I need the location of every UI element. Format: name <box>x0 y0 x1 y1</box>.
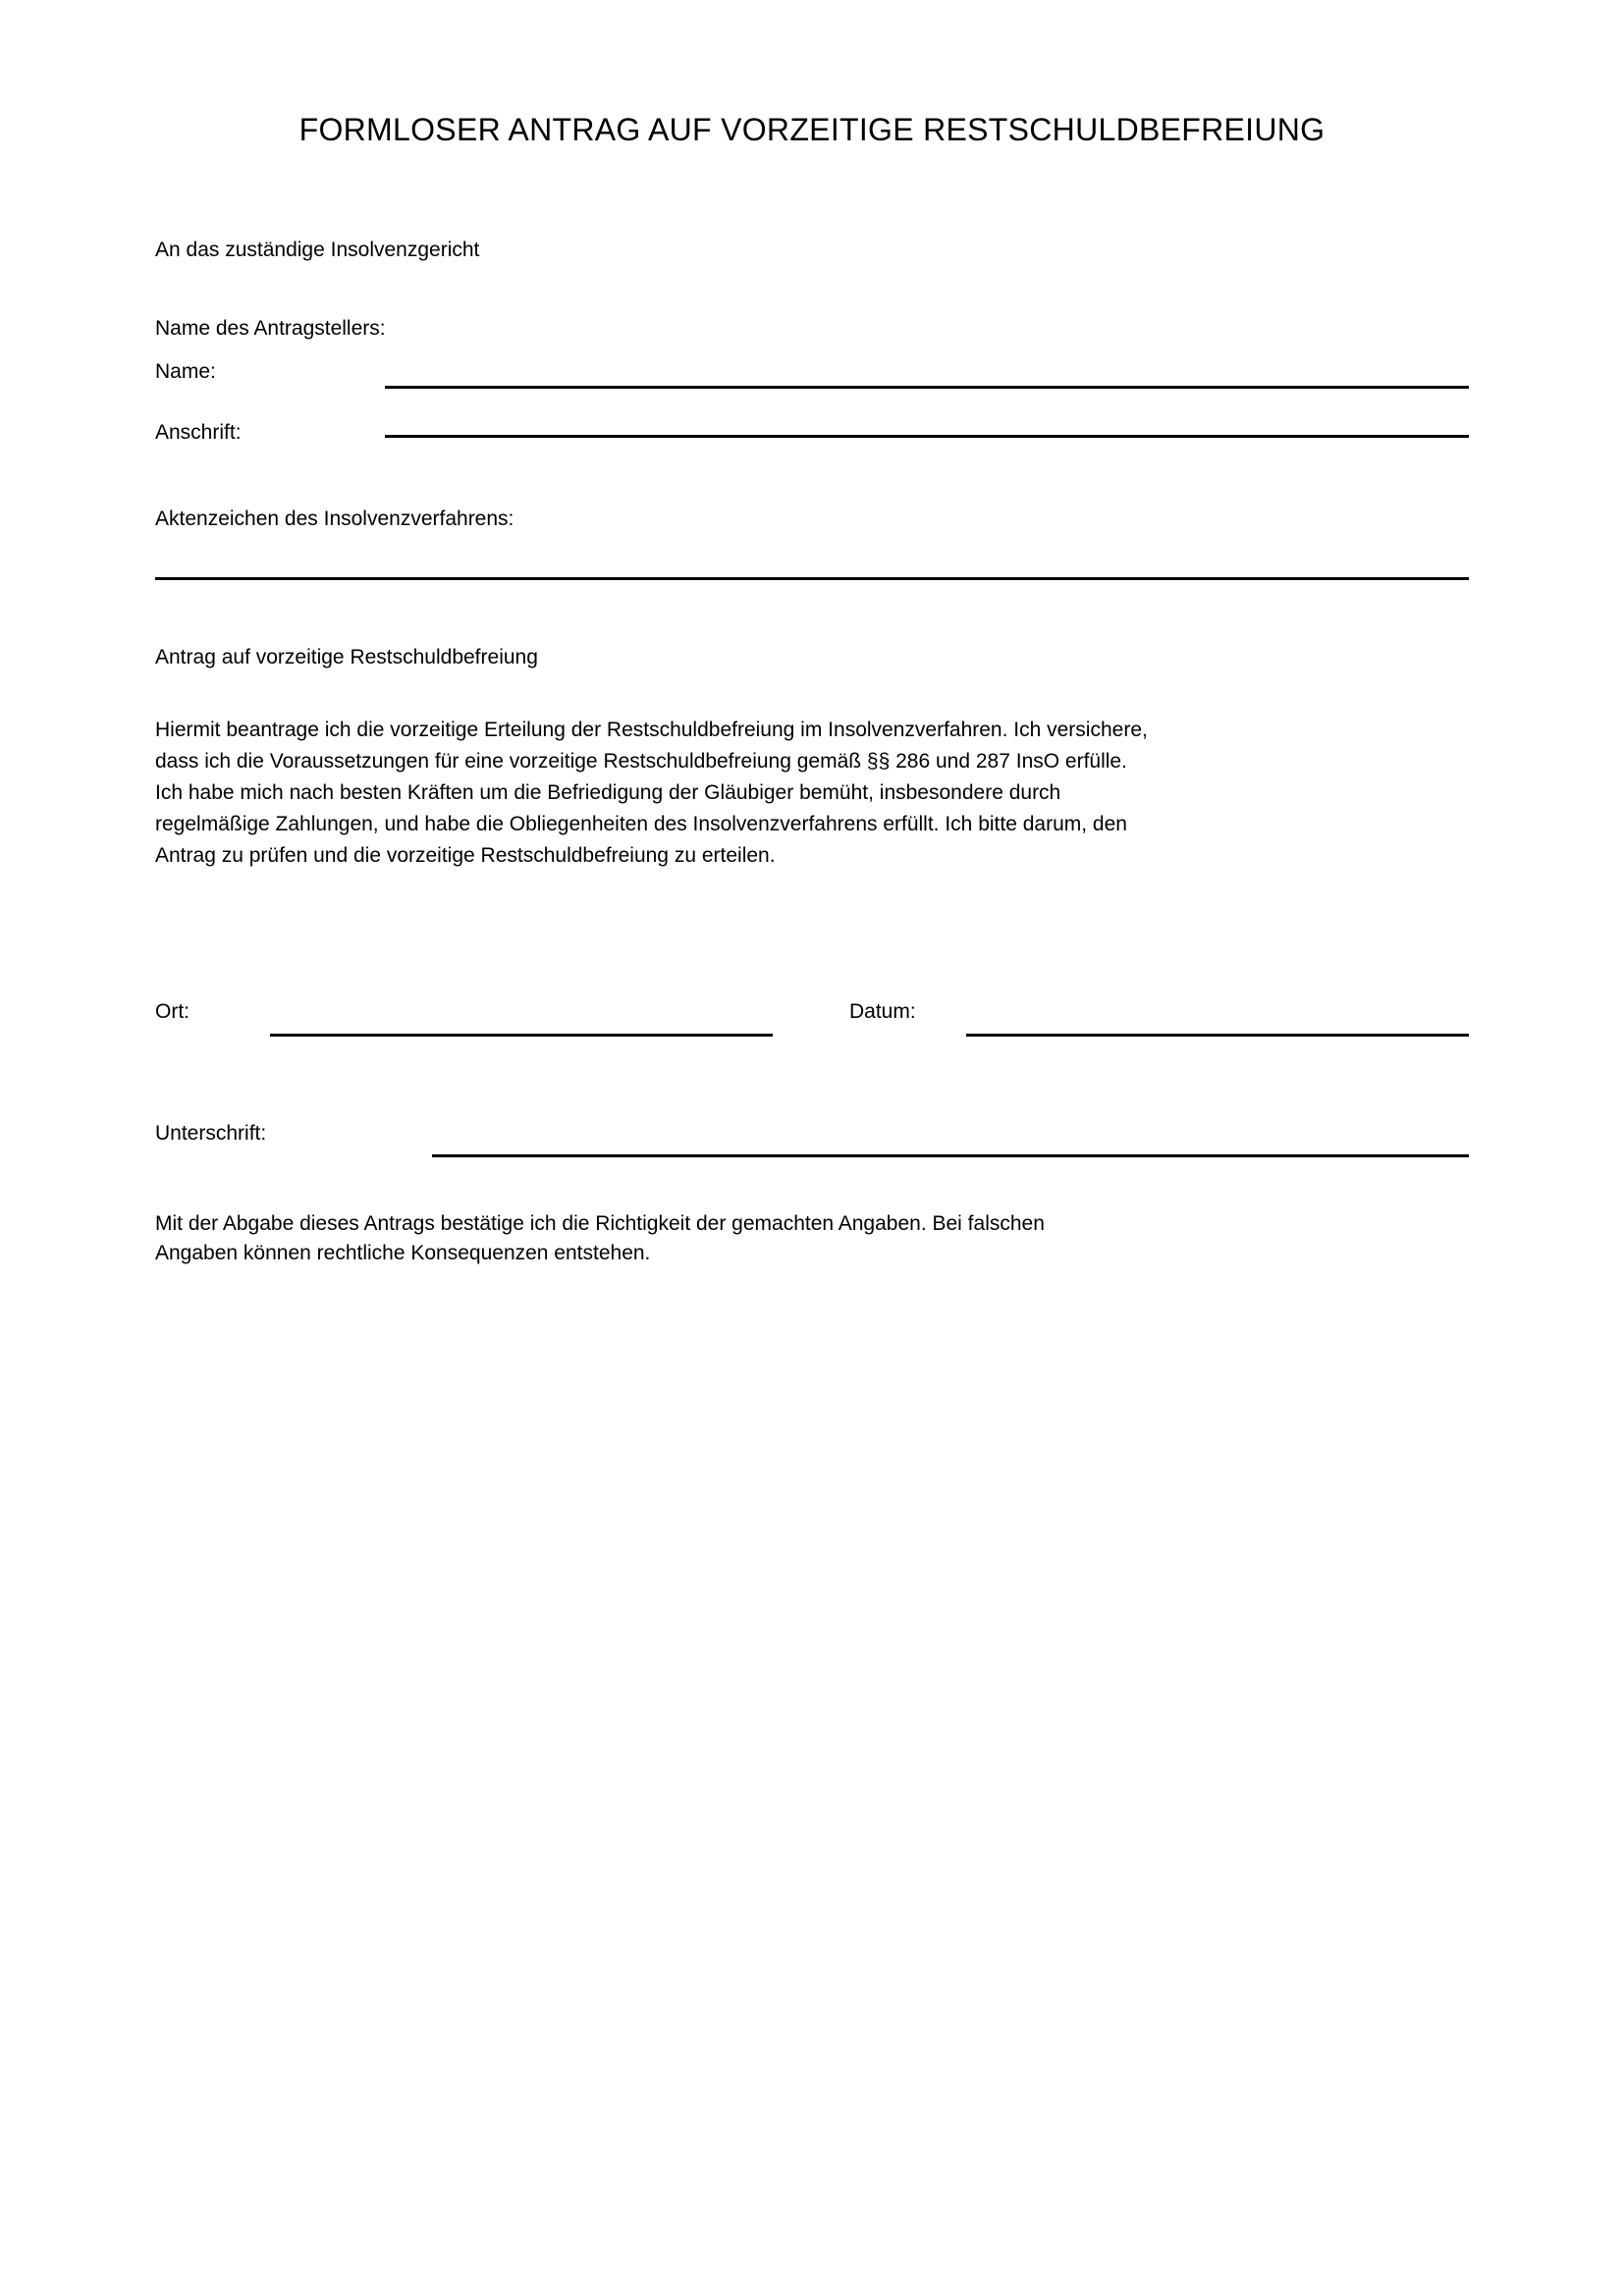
request-body-line-1: Hiermit beantrage ich die vorzeitige Erteilung der Restschuldbefreiung im Insolvenzverfahren. Ich versichere, <box>155 719 1148 741</box>
place-label: Ort: <box>155 1000 189 1023</box>
case-number-label: Aktenzeichen des Insolvenzverfahrens: <box>155 507 514 530</box>
request-body-line-4: regelmäßige Zahlungen, und habe die Obliegenheiten des Insolvenzverfahrens erfüllt. Ich bitte darum, den <box>155 813 1127 835</box>
case-number-input-line[interactable] <box>155 577 1469 580</box>
address-label: Anschrift: <box>155 421 242 444</box>
disclaimer-line-1: Mit der Abgabe dieses Antrags bestätige ich die Richtigkeit der gemachten Angaben. Bei falschen <box>155 1212 1045 1235</box>
request-body-line-3: Ich habe mich nach besten Kräften um die Befriedigung der Gläubiger bemüht, insbesondere durch <box>155 781 1061 804</box>
request-body-line-5: Antrag zu prüfen und die vorzeitige Restschuldbefreiung zu erteilen. <box>155 844 776 867</box>
place-input-line[interactable] <box>270 1034 773 1037</box>
request-body-line-2: dass ich die Voraussetzungen für eine vorzeitige Restschuldbefreiung gemäß §§ 286 und 287 InsO erfülle. <box>155 750 1127 773</box>
date-input-line[interactable] <box>966 1034 1469 1037</box>
signature-input-line[interactable] <box>432 1154 1469 1157</box>
name-label: Name: <box>155 360 216 383</box>
signature-label: Unterschrift: <box>155 1122 267 1145</box>
request-heading: Antrag auf vorzeitige Restschuldbefreiung <box>155 646 538 668</box>
disclaimer-line-2: Angaben können rechtliche Konsequenzen entstehen. <box>155 1242 651 1264</box>
date-label: Datum: <box>849 1000 916 1023</box>
addressee-line: An das zuständige Insolvenzgericht <box>155 239 480 261</box>
address-input-line[interactable] <box>385 435 1469 438</box>
name-input-line[interactable] <box>385 386 1469 389</box>
request-body <box>155 715 1476 872</box>
applicant-section-heading: Name des Antragstellers: <box>155 317 386 340</box>
disclaimer-text <box>155 1209 1476 1268</box>
page-title: FORMLOSER ANTRAG AUF VORZEITIGE RESTSCHULDBEFREIUNG <box>298 112 1326 147</box>
